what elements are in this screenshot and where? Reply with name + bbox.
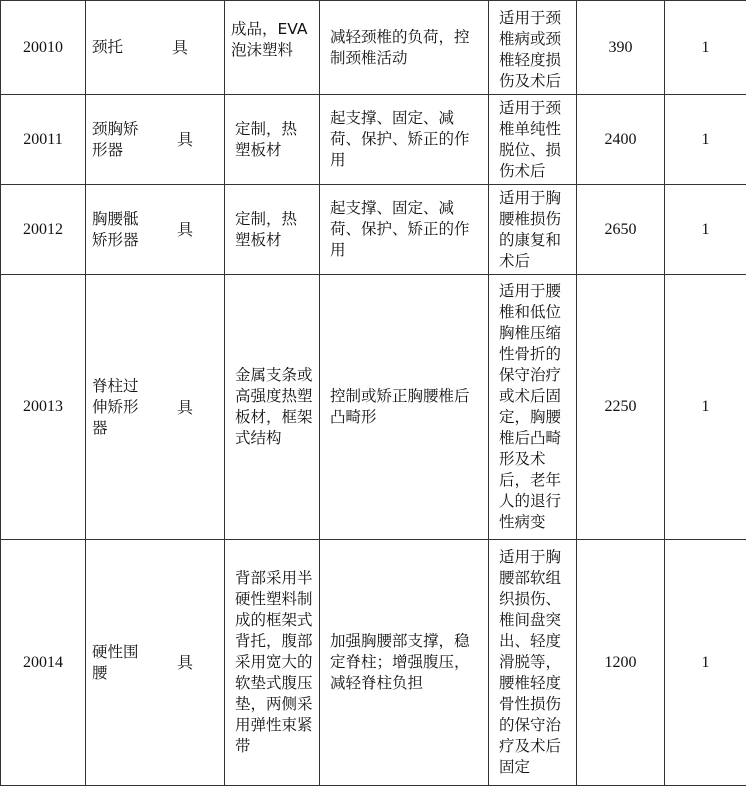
item-qty: 1 — [665, 275, 746, 540]
item-indication: 适用于颈椎单纯性脱位、损伤术后 — [489, 95, 577, 185]
item-function: 减轻颈椎的负荷，控制颈椎活动 — [320, 1, 489, 95]
item-unit: 具 — [150, 652, 220, 673]
item-function: 起支撑、固定、减荷、保护、矫正的作用 — [320, 185, 489, 275]
item-price: 1200 — [577, 540, 665, 786]
item-unit: 具 — [150, 129, 220, 150]
item-name: 颈胸矫形器 具 — [86, 95, 225, 185]
item-price: 2250 — [577, 275, 665, 540]
table-row — [1, 275, 746, 540]
item-indication: 适用于颈椎病或颈椎轻度损伤及术后 — [489, 1, 577, 95]
item-name: 脊柱过伸矫形器 具 — [86, 275, 225, 540]
item-function: 起支撑、固定、减荷、保护、矫正的作用 — [320, 95, 489, 185]
item-material: 成品，EVA泡沫塑料 — [225, 1, 320, 95]
item-name: 颈托 具 — [86, 1, 225, 95]
item-qty: 1 — [665, 1, 746, 95]
item-code: 20013 — [1, 275, 86, 540]
item-price: 390 — [577, 1, 665, 95]
item-code: 20011 — [1, 95, 86, 185]
item-code: 20012 — [1, 185, 86, 275]
item-indication: 适用于胸腰部软组织损伤、椎间盘突出、轻度滑脱等，腰椎轻度骨性损伤的保守治疗及术后固定 — [489, 540, 577, 786]
item-material: 背部采用半硬性塑料制成的框架式背托，腹部采用宽大的软垫式腹压垫，两侧采用弹性束紧带 — [225, 540, 320, 786]
item-material: 定制，热塑板材 — [225, 185, 320, 275]
table-row — [1, 185, 746, 275]
item-qty: 1 — [665, 540, 746, 786]
item-price: 2650 — [577, 185, 665, 275]
item-function: 加强胸腰部支撑，稳定脊柱；增强腹压，减轻脊柱负担 — [320, 540, 489, 786]
item-material: 金属支条或高强度热塑板材，框架式结构 — [225, 275, 320, 540]
item-unit: 具 — [150, 397, 220, 418]
item-name: 胸腰骶矫形器 具 — [86, 185, 225, 275]
item-code: 20014 — [1, 540, 86, 786]
table-row — [1, 95, 746, 185]
table-row — [1, 540, 746, 786]
item-function: 控制或矫正胸腰椎后凸畸形 — [320, 275, 489, 540]
item-unit: 具 — [140, 37, 220, 58]
item-unit: 具 — [150, 219, 220, 240]
item-name: 硬性围腰 具 — [86, 540, 225, 786]
item-code: 20010 — [1, 1, 86, 95]
item-material: 定制，热塑板材 — [225, 95, 320, 185]
item-qty: 1 — [665, 95, 746, 185]
table-row — [1, 1, 746, 95]
item-price: 2400 — [577, 95, 665, 185]
item-qty: 1 — [665, 185, 746, 275]
item-indication: 适用于胸腰椎损伤的康复和术后 — [489, 185, 577, 275]
item-indication: 适用于腰椎和低位胸椎压缩性骨折的保守治疗或术后固定，胸腰椎后凸畸形及术后，老年人的退行性病变 — [489, 275, 577, 540]
